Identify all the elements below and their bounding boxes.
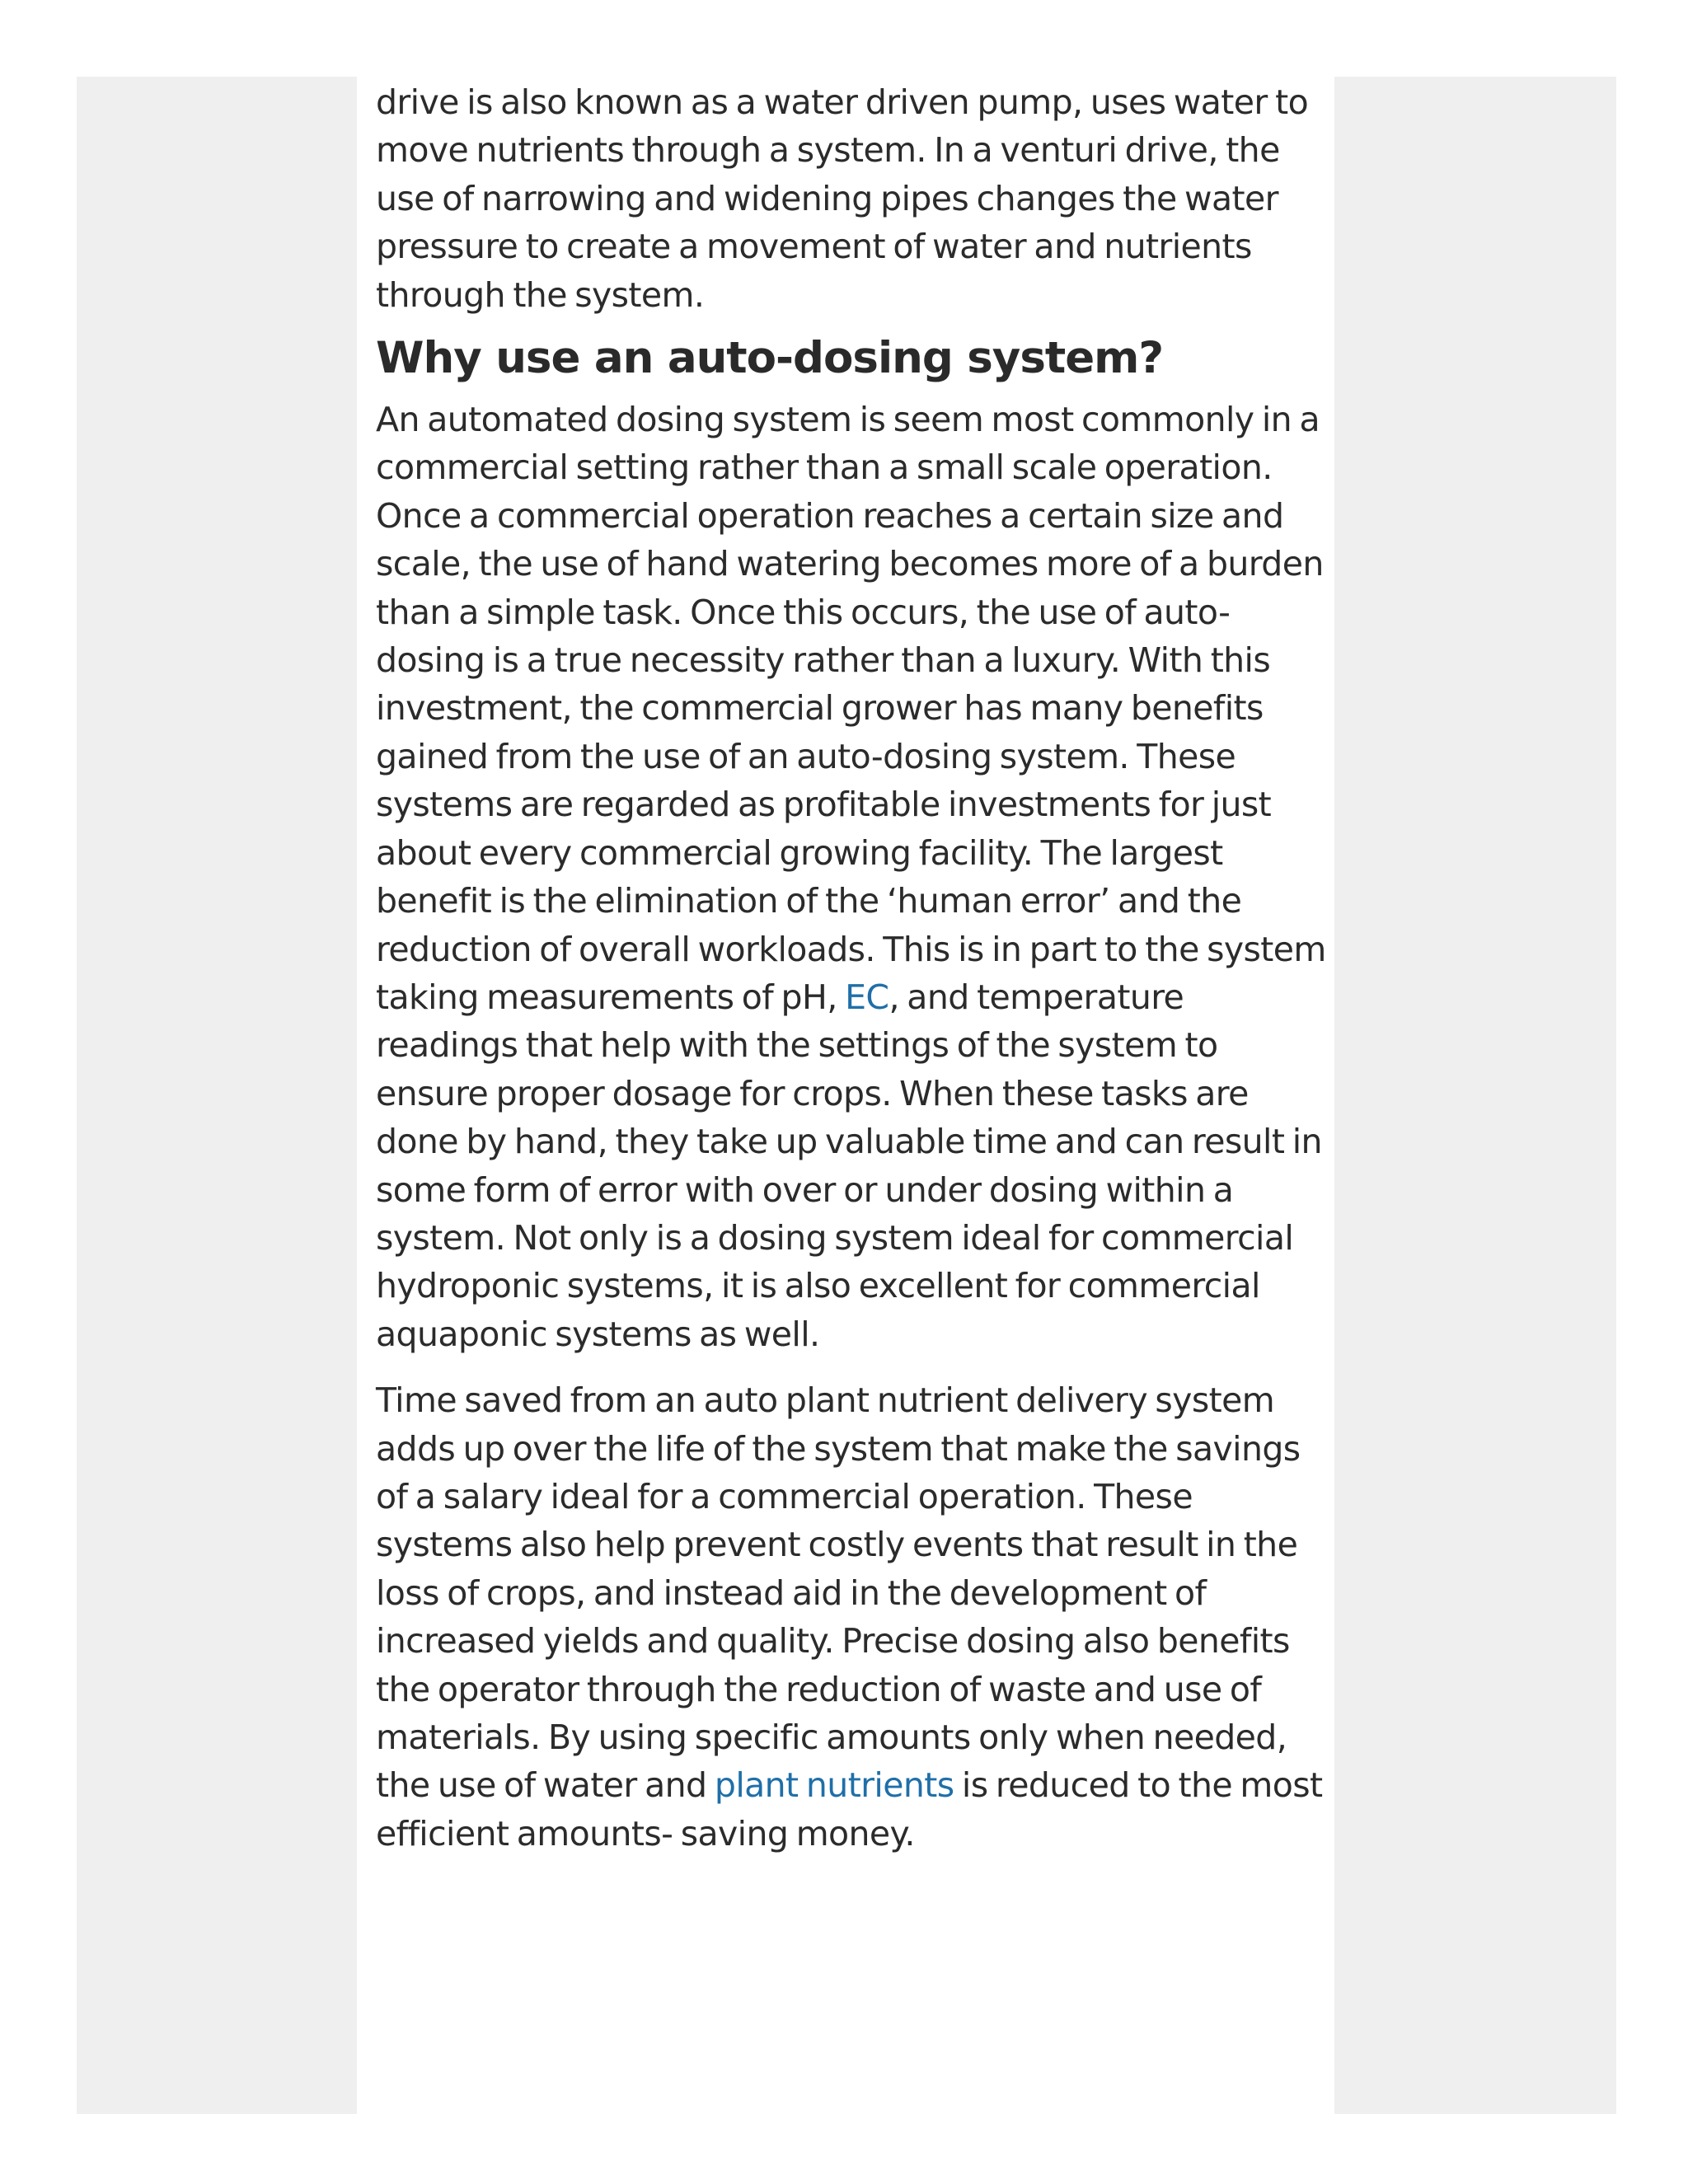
article-body	[376, 77, 1332, 1858]
benefits-paragraph	[376, 396, 1332, 1358]
intro-paragraph: drive is also known as a water driven pump, uses water to move nutrients through a system. In a venturi drive, the use of narrowing and widening pipes changes the water pressure to create a movement of water and nutrients through the system.	[376, 82, 1309, 315]
benefits-text-end: , and temperature readings that help with the settings of the system to ensure proper dosage for crops. When these tasks are done by hand, they take up valuable time and can result in some form of error with over or under dosing within a system. Not only is a dosing system ideal for commercial hydroponic systems, it is also excellent for commercial aquaponic systems as well.	[376, 977, 1322, 1354]
ec-link[interactable]: EC	[845, 977, 889, 1017]
benefits-text-start: An automated dosing system is seem most commonly in a commercial setting rather than a small scale operation. Once a commercial operation reaches a certain size and scale, the use of hand watering becomes more of a burden than a simple task. Once this occurs, the use of auto-dosing is a true necessity rather than a luxury. With this investment, the commercial grower has many benefits gained from the use of an auto-dosing system. These systems are regarded as profitable investments for just about every commercial growing facility. The largest benefit is the elimination of the ‘human error’ and the reduction of overall workloads. This is in part to the system taking measurements of pH,	[376, 400, 1326, 1017]
section-heading: Why use an auto-dosing system?	[376, 333, 1164, 384]
article-content-column	[357, 77, 1334, 2114]
page-frame	[77, 77, 1616, 2114]
savings-paragraph	[376, 1376, 1332, 1858]
plant-nutrients-link[interactable]: plant nutrients	[714, 1765, 954, 1806]
savings-text-end: is reduced to the most efficient amounts- saving money.	[376, 1765, 1323, 1854]
savings-text-start: Time saved from an auto plant nutrient delivery system adds up over the life of the system that make the savings of a salary ideal for a commercial operation. These systems also help prevent costly events that result in the loss of crops, and instead aid in the development of increased yields and quality. Precise dosing also benefits the operator through the reduction of waste and use of materials. By using specific amounts only when needed, the use of water and	[376, 1380, 1301, 1806]
